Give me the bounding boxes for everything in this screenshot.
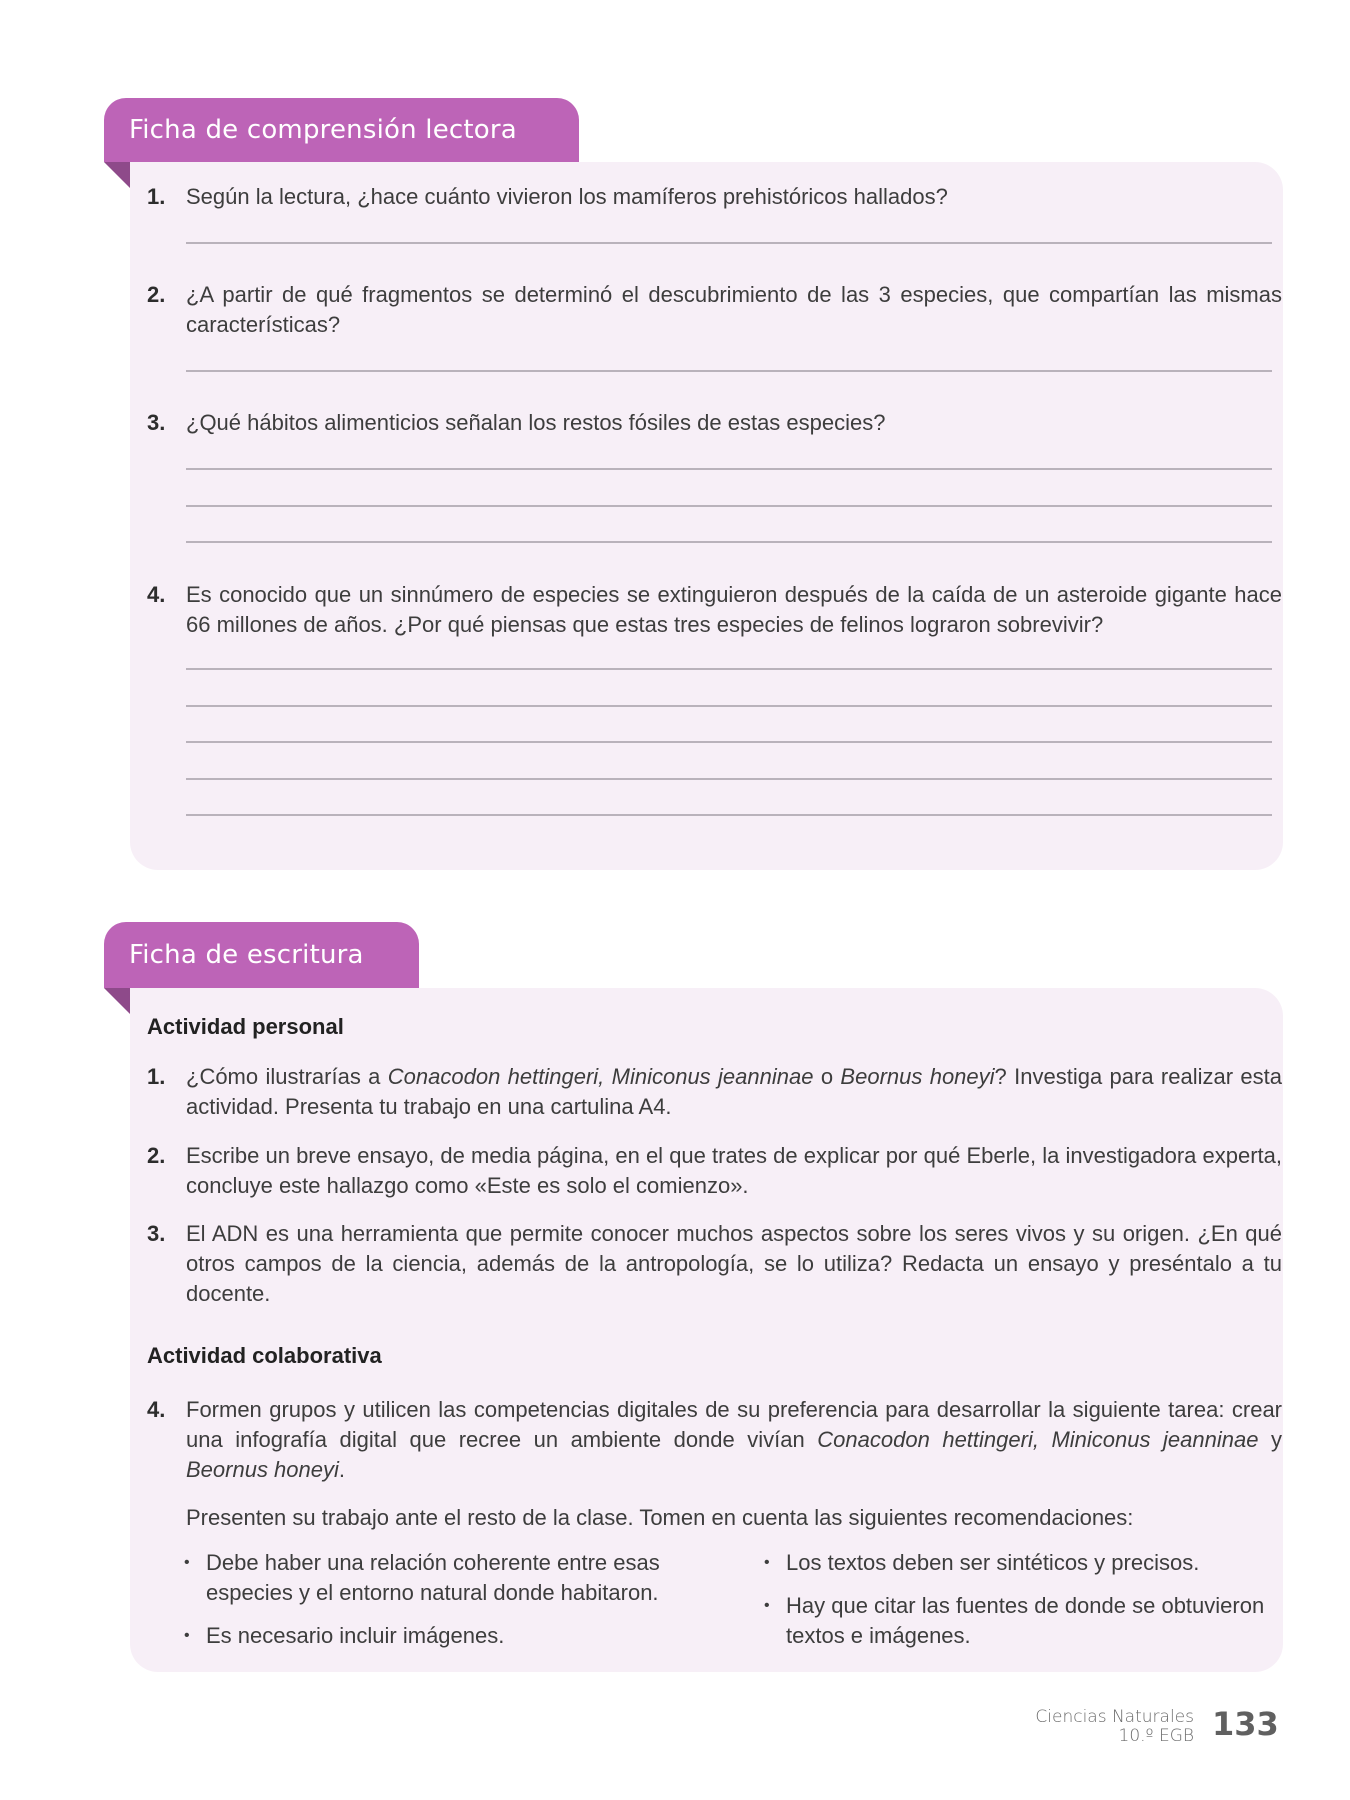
comprehension-question-2: 2. ¿A partir de qué fragmentos se determinó el descubrimiento de las 3 especies, que compartían las mismas características? — [147, 282, 1282, 337]
bullet-icon: • — [184, 1627, 190, 1644]
recommendation-bullet-3: • Los textos deben ser sintéticos y precisos. — [764, 1548, 1284, 1578]
species-name: Beornus honeyi — [186, 1457, 339, 1482]
collaborative-activity-heading: Actividad colaborativa — [147, 1343, 382, 1368]
personal-activity-heading: Actividad personal — [147, 1014, 344, 1039]
comprehension-tab — [104, 98, 579, 162]
footer-grade: 10.º EGB — [1118, 1726, 1194, 1746]
footer-subject: Ciencias Naturales — [1035, 1707, 1194, 1727]
tab-fold-decoration — [104, 162, 130, 188]
tab-fold-decoration — [104, 988, 130, 1014]
writing-tab — [104, 922, 419, 988]
comprehension-question-3: 3. ¿Qué hábitos alimenticios señalan los restos fósiles de estas especies? — [147, 410, 886, 435]
answer-line-q4-1[interactable] — [186, 668, 1272, 670]
answer-line-q3-1[interactable] — [186, 468, 1272, 470]
comprehension-question-1: 1. Según la lectura, ¿hace cuánto vivieron los mamíferos prehistóricos hallados? — [147, 184, 948, 209]
personal-item-3: 3. El ADN es una herramienta que permite conocer muchos aspectos sobre los seres vivos y su origen. ¿En qué otros campos de la ciencia, además de la antropología, se lo utiliza? Redacta un ensayo y preséntalo a tu docente. — [147, 1221, 1282, 1306]
recommendation-bullet-2: • Es necesario incluir imágenes. — [184, 1621, 704, 1651]
personal-item-2: 2. Escribe un breve ensayo, de media página, en el que trates de explicar por qué Eberle, la investigadora experta, concluye este hallazgo como «Este es solo el comienzo». — [147, 1143, 1282, 1198]
page-number: 133 — [1212, 1705, 1279, 1743]
answer-line-q4-4[interactable] — [186, 778, 1272, 780]
writing-title: Ficha de escritura — [129, 940, 364, 970]
answer-line-q4-5[interactable] — [186, 814, 1272, 816]
species-name: Beornus honeyi — [840, 1064, 995, 1089]
bullet-icon: • — [184, 1554, 190, 1571]
comprehension-card — [130, 162, 1283, 870]
bullet-icon: • — [764, 1554, 770, 1571]
recommendation-bullet-4: • Hay que citar las fuentes de donde se obtuvieron textos e imágenes. — [764, 1593, 1265, 1648]
comprehension-question-4: 4. Es conocido que un sinnúmero de especies se extinguieron después de la caída de un asteroide gigante hace 66 millones de años. ¿Por qué piensas que estas tres especies de felinos lograron sobrevivir? — [147, 582, 1282, 637]
answer-line-q2[interactable] — [186, 370, 1272, 372]
answer-line-q1[interactable] — [186, 242, 1272, 244]
answer-line-q3-3[interactable] — [186, 541, 1272, 543]
comprehension-title: Ficha de comprensión lectora — [129, 115, 517, 145]
answer-line-q4-2[interactable] — [186, 705, 1272, 707]
personal-item-1: 1. ¿Cómo ilustrarías a Conacodon hettingeri, Miniconus jeanninae o Beornus honeyi? Investiga para realizar esta actividad. Presenta tu trabajo en una cartulina A4. — [147, 1064, 1282, 1119]
species-names: Conacodon hettingeri, Miniconus jeanninae — [387, 1064, 814, 1089]
answer-line-q3-2[interactable] — [186, 505, 1272, 507]
collaborative-item-4: 4. Formen grupos y utilicen las competencias digitales de su preferencia para desarrollar la siguiente tarea: crear una infografía digital que recree un ambiente donde vivían Conacodon hettingeri, Miniconus jeanninae y Beornus honeyi. — [147, 1397, 1282, 1482]
collaborative-intro: Presenten su trabajo ante el resto de la clase. Tomen en cuenta las siguientes recomendaciones: — [186, 1505, 1134, 1530]
bullet-icon: • — [764, 1597, 770, 1614]
recommendation-bullet-1: • Debe haber una relación coherente entre esas especies y el entorno natural donde habitaron. — [184, 1550, 660, 1605]
footer-book-label — [1035, 1708, 1194, 1746]
species-names: Conacodon hettingeri, Miniconus jeanninae — [817, 1427, 1259, 1452]
answer-line-q4-3[interactable] — [186, 741, 1272, 743]
